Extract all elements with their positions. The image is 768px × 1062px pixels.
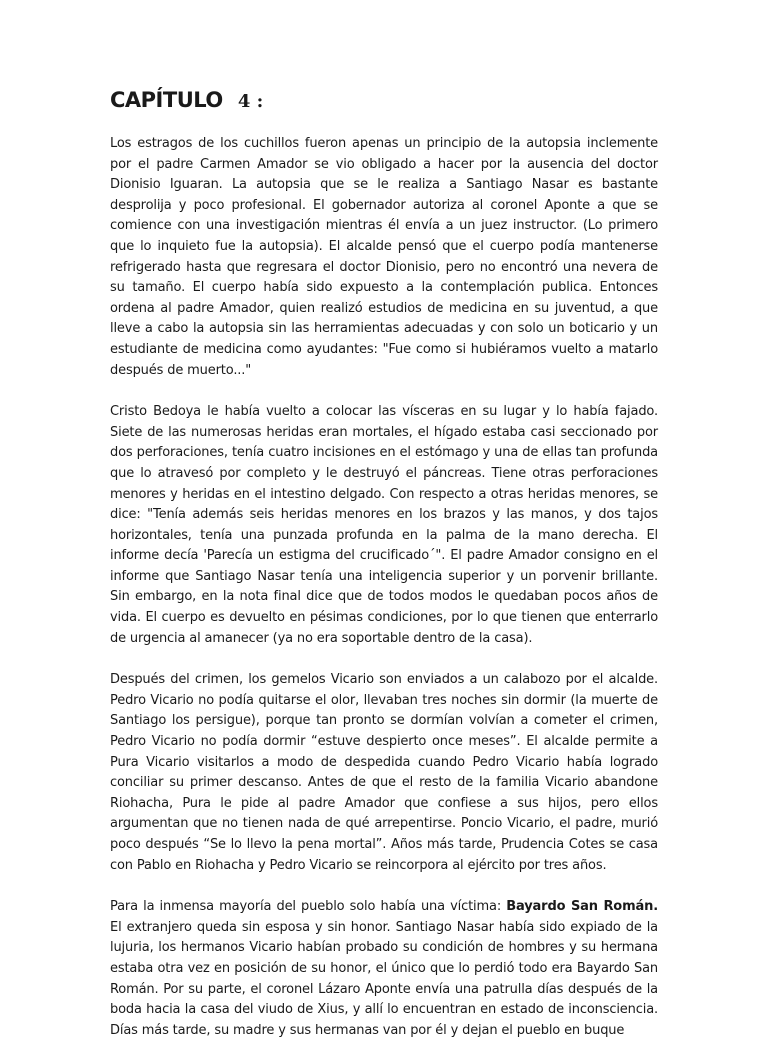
document-page bbox=[110, 80, 658, 1062]
chapter-heading bbox=[110, 80, 658, 112]
paragraph-wounds: Cristo Bedoya le había vuelto a colocar las vísceras en su lugar y lo había fajado. Siete de las numerosas heridas eran mortales, el hígado estaba casi seccionado por dos perforaciones, tenía cuatro incisiones en el estómago y una de ellas tan profunda que lo atravesó por completo y le destruyó el páncreas. Tiene otras perforaciones menores y heridas en el intestino delgado. Con respecto a otras heridas menores, se dice: "Tenía además seis heridas menores en los brazos y las manos, y dos tajos horizontales, tenía una punzada profunda en la palma de la mano derecha. El informe decía 'Parecía un estigma del crucificado´". El padre Amador consigno en el informe que Santiago Nasar tenía una inteligencia superior y un porvenir brillante. Sin embargo, en la nota final dice que de todos modos le quedaban pocos años de vida. El cuerpo es devuelto en pésimas condiciones, por lo que tienen que enterrarlo de urgencia al amanecer (ya no era soportable dentro de la casa). bbox=[110, 404, 658, 646]
paragraph-bayardo bbox=[110, 897, 658, 1041]
paragraph-autopsy: Los estragos de los cuchillos fueron apenas un principio de la autopsia inclemente por el padre Carmen Amador se vio obligado a hacer por la ausencia del doctor Dionisio Iguaran. La autopsia que se le realiza a Santiago Nasar es bastante desprolija y poco profesional. El gobernador autoriza al coronel Aponte a que se comience con una investigación mientras él envía a un juez instructor. (Lo primero que lo inquieto fue la autopsia). El alcalde pensó que el cuerpo podía mantenerse refrigerado hasta que regresara el doctor Dionisio, pero no encontró una nevera de su tamaño. El cuerpo había sido expuesto a la contemplación publica. Entonces ordena al padre Amador, quien realizó estudios de medicina en su juventud, a que lleve a cabo la autopsia sin las herramientas adecuadas y con solo un boticario y un estudiante de medicina como ayudantes: "Fue como si hubiéramos vuelto a matarlo después de muerto..." bbox=[110, 136, 658, 378]
paragraph-bayardo-intro: Para la inmensa mayoría del pueblo solo había una víctima: bbox=[110, 899, 507, 915]
paragraph-bayardo-rest: El extranjero queda sin esposa y sin honor. Santiago Nasar había sido expiado de la lujuria, los hermanos Vicario habían probado su condición de hombres y su hermana estaba otra vez en posición de su honor, el único que lo perdió todo era Bayardo San Román. Por su parte, el coronel Lázaro Aponte envía una patrulla días después de la boda hacia la casa del viudo de Xius, y allí lo encuentran en estado de inconsciencia. Días más tarde, su madre y sus hermanas van por él y dejan el pueblo en buque bbox=[110, 919, 658, 1038]
paragraph-vicario-twins: Después del crimen, los gemelos Vicario son enviados a un calabozo por el alcalde. Pedro Vicario no podía quitarse el olor, llevaban tres noches sin dormir (la muerte de Santiago los persigue), porque tan pronto se dormían volvían a cometer el crimen, Pedro Vicario no podía dormir “estuve despierto once meses”. El alcalde permite a Pura Vicario visitarlos a modo de despedida cuando Pedro Vicario había logrado conciliar su primer descanso. Antes de que el resto de la familia Vicario abandone Riohacha, Pura le pide al padre Amador que confiese a sus hijos, pero ellos argumentan que no tienen nada de qué arrepentirse. Poncio Vicario, el padre, murió poco después “Se lo llevo la pena mortal”. Años más tarde, Prudencia Cotes se casa con Pablo en Riohacha y Pedro Vicario se reincorpora al ejército por tres años. bbox=[110, 672, 658, 873]
chapter-label: CAPÍTULO bbox=[110, 88, 223, 112]
chapter-number: 4 : bbox=[237, 91, 264, 112]
bayardo-name-bold: Bayardo San Román. bbox=[506, 899, 658, 915]
